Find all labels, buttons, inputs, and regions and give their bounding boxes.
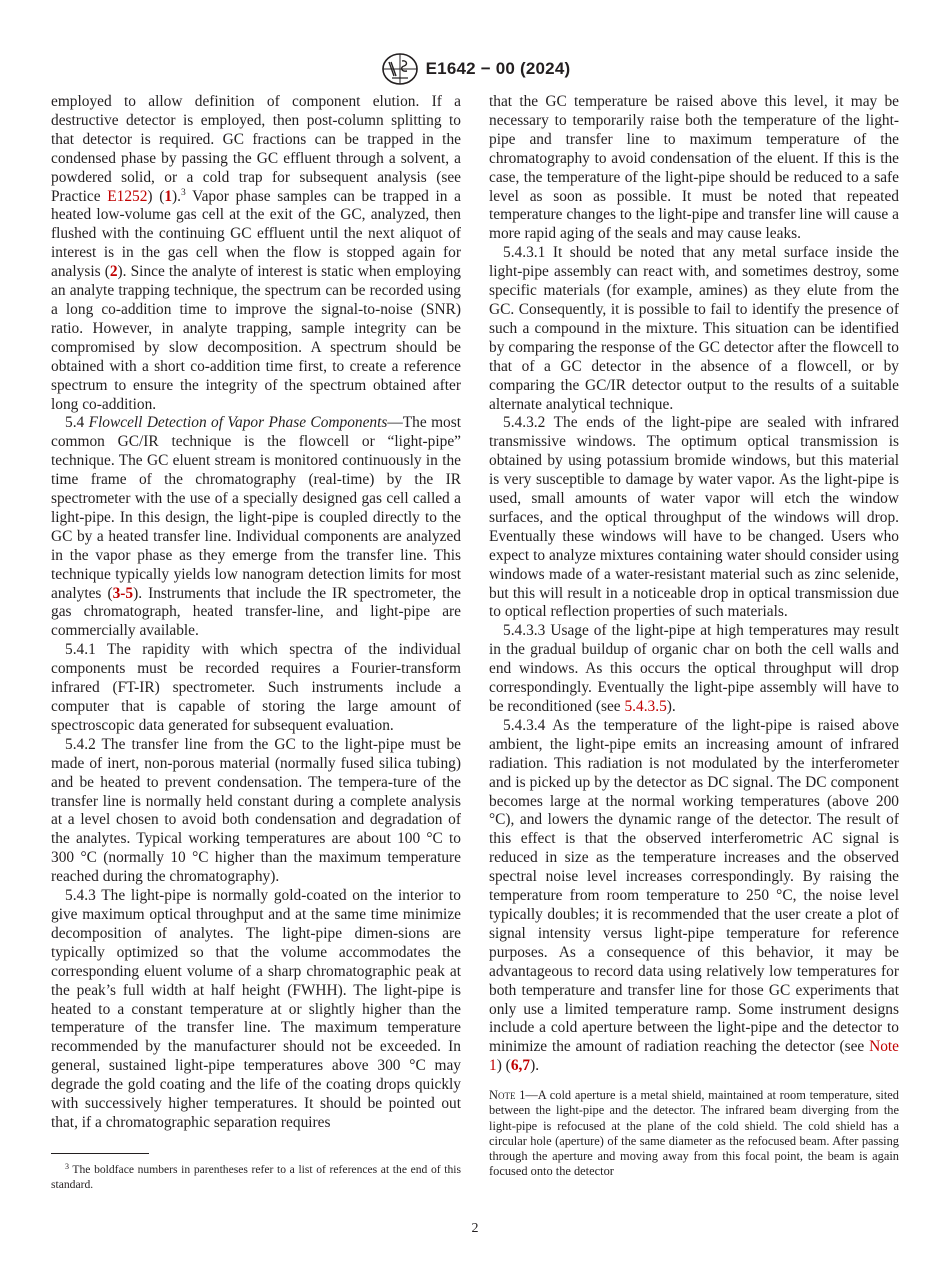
- note-1: Note 1—A cold aperture is a metal shield, maintained at room temperature, sited between the light-pipe and the detector. The infrared beam diverging from the light-pipe is refocused at the plane of the cold shield. The cold shield has a circular hole (aperture) of the same diameter as the refocused beam. After passing through the aperture and moving away from this focal point, the beam is again focused onto the detector: [489, 1088, 899, 1179]
- right-column: [489, 93, 899, 1179]
- section-5-4-2: 5.4.2 The transfer line from the GC to the light-pipe must be made of inert, non-porous material (normally fused silica tubing) and be heated to prevent condensation. The tempera-ture of the transfer line is normally held constant during a complete analysis at a level chosen to avoid both condensation and degradation of the analytes. Typical working temperatures are about 100 °C to 300 °C (normally 10 °C higher than the maximum temperature reached during the chromatography).: [51, 735, 461, 886]
- section-5-4-3-continued: that the GC temperature be raised above this level, it may be necessary to temporarily raise both the temperature of the light-pipe and transfer line to maximum temperature of the chromatography to avoid condensation of the eluent. If this is the case, the temperature of the light-pipe should be reduced to a safe level as soon as possible. It must be noted that repeated temperature changes to the light-pipe and transfer line will cause a more rapid aging of the seals and may cause leaks.: [489, 93, 899, 243]
- link-5-4-3-5[interactable]: 5.4.3.5: [624, 698, 667, 715]
- section-5-4-3-1: 5.4.3.1 It should be noted that any metal surface inside the light-pipe assembly can react with, and sometimes destroy, some specific materials (for example, amines) as they elute from the GC. Consequently, it is possible to fail to identify the presence of such a compound in the mixture. This situation can be identified by comparing the response of the GC detector after the flowcell to that of a GC detector in the absence of a flowcell, or by comparing the GC/IR detector output to the results of a suitable alternate analytical technique.: [489, 244, 899, 413]
- section-5-4-3-2: 5.4.3.2 The ends of the light-pipe are sealed with infrared transmissive windows. The optimum optical transmission is obtained by using potassium bromide windows, but this material is very susceptible to damage by water vapor. As the light-pipe is used, small amounts of water vapor will etch the window surfaces, and the optical throughput of the windows will drop. Eventually these windows will have to be changed. Users who expect to analyze mixtures containing water should consider using windows made of a water-resistant material such as zinc selenide, but this will result in a noticeable drop in optical transmission due to optical reflection properties of such materials.: [489, 414, 899, 621]
- page-number: 2: [471, 1221, 479, 1236]
- link-note-1[interactable]: Note 1: [489, 1038, 899, 1075]
- section-5-4-title: Flowcell Detection of Vapor Phase Components: [88, 414, 388, 432]
- footnote-marker-3[interactable]: 3: [181, 187, 186, 198]
- ref-link-6-7[interactable]: 6,7: [510, 1057, 531, 1075]
- ref-link-1[interactable]: 1: [164, 187, 173, 205]
- footnote-3: $^3$ The boldface numbers in parentheses refer to a list of references at the end of this standard.: [51, 1162, 461, 1192]
- left-column: [51, 93, 461, 1133]
- link-e1252[interactable]: E1252: [107, 187, 148, 205]
- page-header: [0, 52, 950, 86]
- section-5-4-3-4: 5.4.3.4 As the temperature of the light-pipe is raised above ambient, the light-pipe emits an increasing amount of infrared radiation. This radiation is not modulated by the interferometer and is picked up by the detector as DC signal. The DC component becomes large at the normal working temperatures (above 200 °C), and lowers the dynamic range of the detector. The result of this effect is that the observed interferometric AC signal is reduced in size as the temperature increases and the observed spectral noise level increases correspondingly. By raising the temperature from room temperature to 250 °C, the noise level typically doubles; it is recommended that the user create a plot of signal intensity versus light-pipe temperature for reference purposes. As a consequence of this behavior, it may be advantageous to record data using relatively low temperatures for both temperature and transfer line for those GC experiments that only use a limited temperature ramp. Some instrument designs include a cold aperture between the light-pipe and the detector to minimize the amount of radiation reaching the detector (see Note 1) (6,7).: [489, 716, 899, 1075]
- section-5-4-3: 5.4.3 The light-pipe is normally gold-coated on the interior to give maximum optical throughput and at the same time minimize decomposition of analytes. The light-pipe dimen-sions are typically optimized so that the volume accommodates the corresponding eluent volume of a sharp chromatographic peak at the peak’s full width at half height (FWHH). The light-pipe is heated to a constant temperature at or slightly higher than the temperature of the transfer line. The maximum temperature recommended by the manufacturer should not be exceeded. In general, sustained light-pipe temperatures above 300 °C may degrade the gold coating and the life of the coating drops quickly with successively higher temperatures. It should be pointed out that, if a chromatographic separation requires: [51, 887, 461, 1131]
- note-1-label: Note 1: [489, 1088, 526, 1103]
- section-5-4: 5.4 Flowcell Detection of Vapor Phase Components—The most common GC/IR technique is the flowcell or “light-pipe” technique. The GC eluent stream is monitored continuously in the time frame of the chromatography (real-time) by the IR spectrometer with the use of a specially designed gas cell called a light-pipe. In this design, the light-pipe is coupled directly to the GC by a heated transfer line. Individual components are analyzed in the vapor phase as they emerge from the transfer line. This technique typically yields low nanogram detection limits for most analytes (3-5). Instruments that include the IR spectrometer, the gas chromatograph, heated transfer-line, and light-pipe are commercially available.: [51, 414, 461, 640]
- standard-designation: E1642 − 00 (2024): [425, 59, 571, 78]
- section-5-4-3-3: 5.4.3.3 Usage of the light-pipe at high temperatures may result in the gradual buildup of organic char on both the cell walls and end windows. As this occurs the optical throughput will drop correspondingly. Eventually the light-pipe assembly will have to be reconditioned (see 5.4.3.5).: [489, 622, 899, 715]
- astm-logo-icon: [380, 52, 420, 86]
- section-5-4-1: 5.4.1 The rapidity with which spectra of the individual components must be recorded requires a Fourier-transform infrared (FT-IR) spectrometer. Such instruments include a computer that is capable of storing the large amount of spectroscopic data generated for subsequent evaluation.: [51, 641, 461, 734]
- footnote-divider: [51, 1153, 149, 1154]
- ref-link-2[interactable]: 2: [109, 263, 118, 281]
- ref-link-3-5[interactable]: 3-5: [112, 584, 134, 602]
- paragraph-trapping: employed to allow definition of component elution. If a destructive detector is employed, then post-column splitting to that detector is required. GC fractions can be trapped in the condensed phase by passing the GC effluent through a solvent, a powdered solid, or a cold trap for subsequent analysis (see Practice E1252) (1).$^3$ Vapor phase samples can be trapped in a heated low-volume gas cell at the exit of the GC, analyzed, then flushed with the continuing GC effluent until the next aliquot of interest is in the gas cell when the flow is stopped again for analysis (2). Since the analyte of interest is static when employing an analyte trapping technique, the spectrum can be recorded using a long co-addition time to improve the signal-to-noise (SNR) ratio. However, in analyte trapping, sample integrity can be compromised by slow decomposition. A spectrum should be obtained with a short co-addition time first, to create a reference spectrum to ensure the integrity of the spectrum obtained after long co-addition.: [51, 93, 461, 413]
